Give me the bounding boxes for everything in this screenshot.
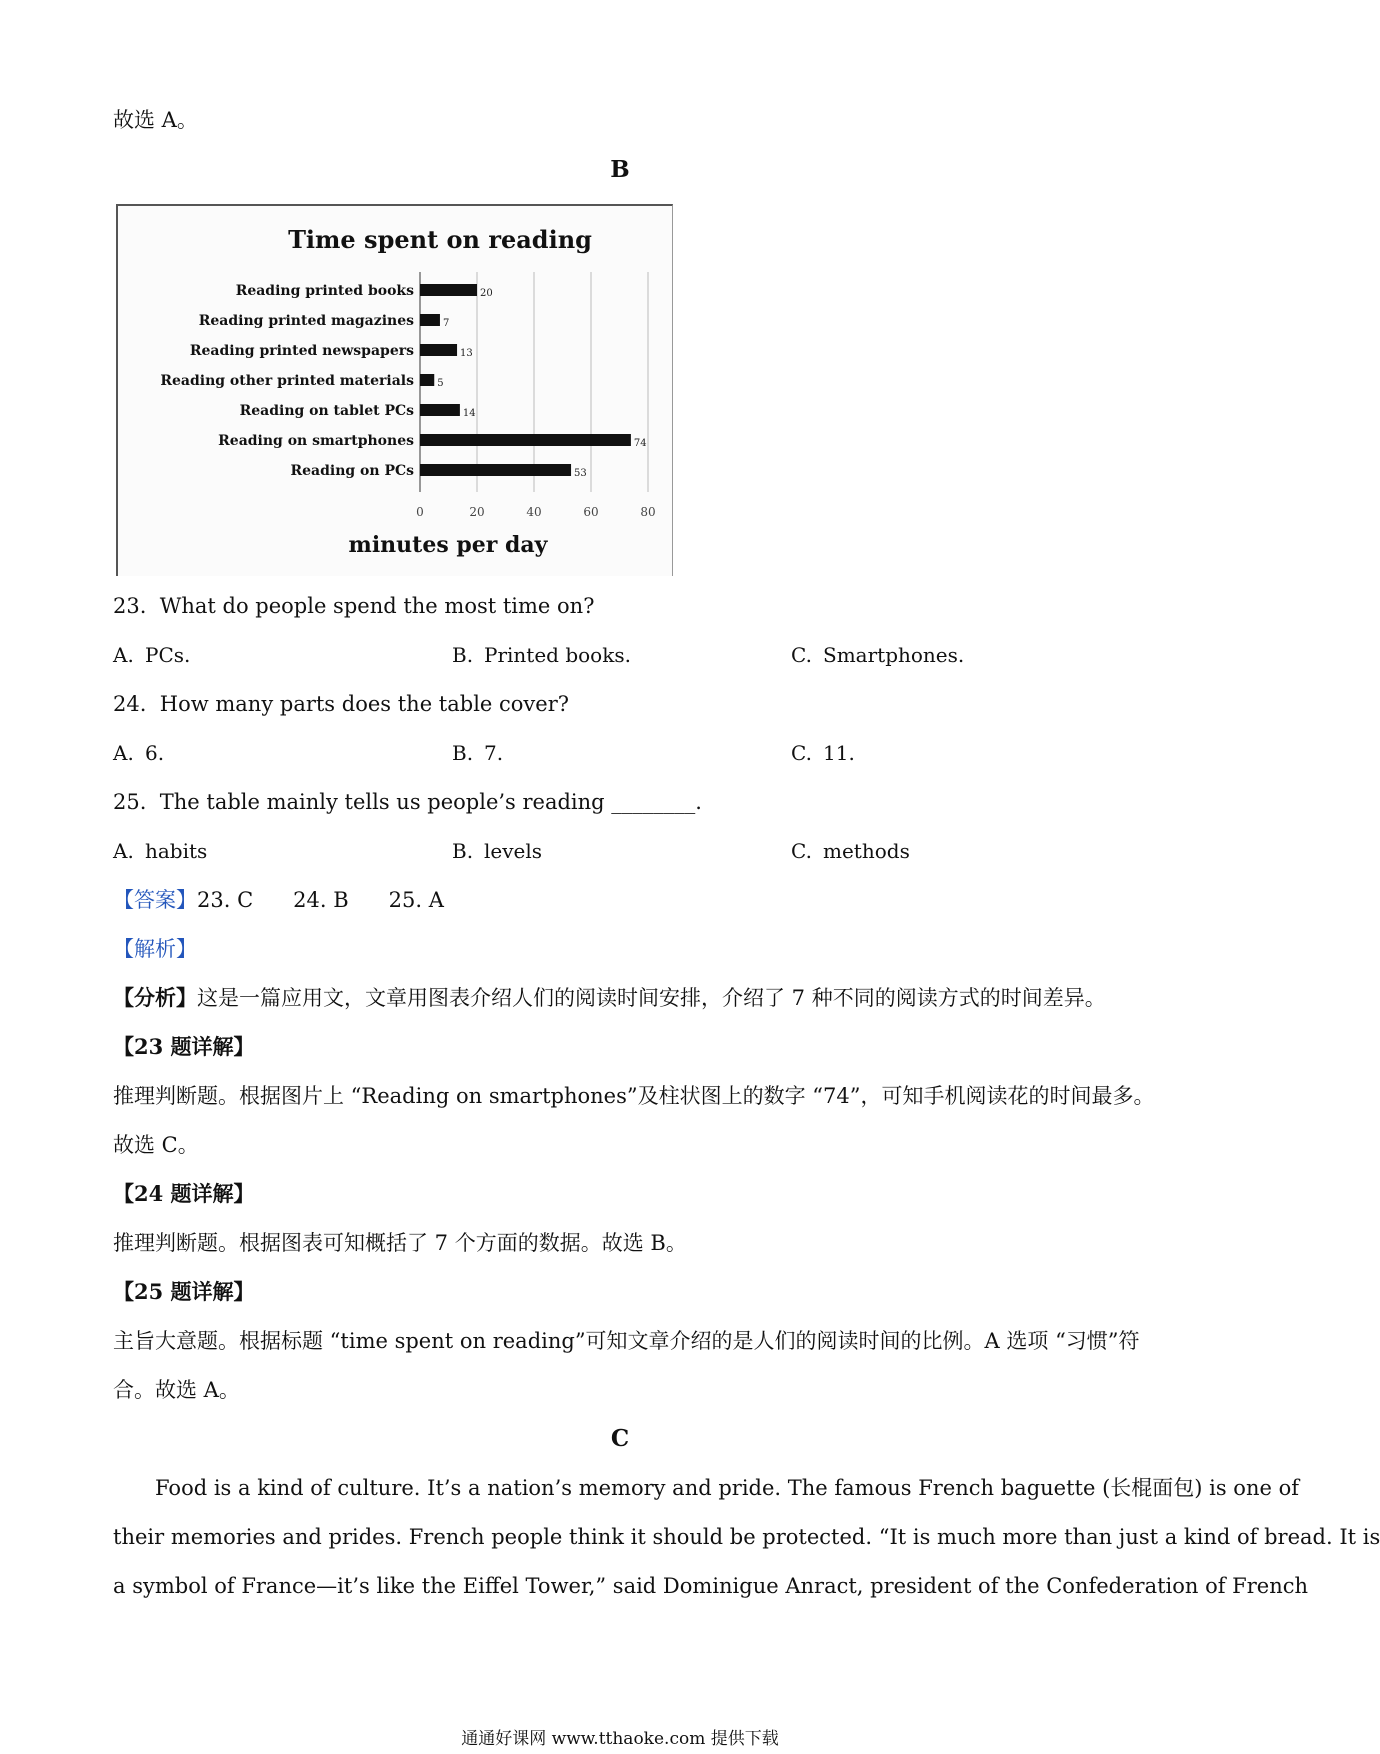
q23-detail-conclusion: 故选 C。 — [113, 1133, 199, 1157]
footer-text: 通通好课网 www.tthaoke.com 提供下载 — [461, 1729, 779, 1749]
question-number: 25. — [113, 790, 147, 814]
chart-bar — [420, 314, 440, 326]
option-24-c: C. 11. — [791, 741, 855, 765]
question-number: 23. — [113, 594, 147, 618]
option-25-c: C. methods — [791, 839, 910, 863]
question-25 — [113, 788, 702, 816]
passage-c-line-3: a symbol of France—it’s like the Eiffel Tower,” said Dominigue Anract, president of the Confederation of French — [113, 1574, 1309, 1598]
chart-value-label: 14 — [462, 408, 476, 419]
question-text: The table mainly tells us people’s reading ________. — [159, 790, 702, 814]
option-25-b: B. levels — [452, 839, 543, 863]
option-24-b: B. 7. — [452, 741, 504, 765]
answer-item: 23. C — [197, 888, 254, 912]
option-25-a: A. habits — [113, 839, 208, 863]
passage-c-line-2: their memories and prides. French people think it should be protected. “It is much more than just a kind of bread. It is — [113, 1525, 1380, 1549]
analysis-tag: 【解析】 — [113, 937, 197, 961]
answer-item: 24. B — [293, 888, 349, 912]
question-24 — [113, 690, 569, 718]
answer-item: 25. A — [388, 888, 444, 912]
chart-x-axis-label: minutes per day — [348, 532, 548, 558]
q25-detail-text-2: 合。故选 A。 — [113, 1378, 240, 1402]
q25-detail-text-1: 主旨大意题。根据标题 “time spent on reading”可知文章介绍的是人们的阅读时间的比例。A 选项 “习惯”符 — [113, 1329, 1140, 1353]
chart-x-tick-label: 20 — [469, 505, 485, 519]
chart-value-label: 20 — [480, 288, 493, 299]
intro-conclusion: 故选 A。 — [113, 108, 198, 132]
q23-detail-text: 推理判断题。根据图片上 “Reading on smartphones”及柱状图上的数字 “74”，可知手机阅读花的时间最多。 — [113, 1084, 1155, 1108]
reading-time-chart — [116, 204, 673, 576]
section-c-heading: C — [610, 1425, 630, 1452]
chart-value-label: 74 — [633, 438, 647, 449]
option-23-c: C. Smartphones. — [791, 643, 965, 667]
chart-bar — [420, 284, 477, 296]
chart-category-label: Reading on PCs — [290, 463, 414, 479]
chart-bar — [420, 464, 571, 476]
chart-value-label: 53 — [574, 468, 587, 479]
q24-detail-text: 推理判断题。根据图表可知概括了 7 个方面的数据。故选 B。 — [113, 1231, 687, 1255]
chart-x-tick-label: 60 — [583, 505, 599, 519]
answer-tag: 【答案】 — [113, 888, 197, 912]
chart-category-label: Reading printed magazines — [198, 313, 414, 329]
chart-x-tick-label: 40 — [526, 505, 542, 519]
chart-bar — [420, 344, 457, 356]
chart-x-tick-label: 0 — [416, 505, 424, 519]
chart-category-label: Reading printed newspapers — [189, 343, 414, 359]
chart-value-label: 7 — [442, 318, 450, 329]
question-text: How many parts does the table cover? — [159, 692, 570, 716]
option-23-b: B. Printed books. — [452, 643, 631, 667]
q23-detail-heading: 【23 题详解】 — [113, 1034, 255, 1059]
chart-value-label: 5 — [437, 378, 444, 389]
answer-line — [113, 886, 444, 914]
chart-x-tick-label: 80 — [640, 505, 656, 519]
chart-value-label: 13 — [460, 348, 473, 359]
chart-category-label: Reading other printed materials — [160, 373, 414, 389]
chart-category-label: Reading on tablet PCs — [239, 403, 414, 419]
section-b-heading: B — [610, 156, 630, 183]
chart-svg — [118, 206, 672, 576]
passage-c-line-1: Food is a kind of culture. It’s a nation’s memory and pride. The famous French baguette (长棍面包) is one of — [155, 1476, 1299, 1500]
chart-title: Time spent on reading — [288, 225, 592, 254]
q25-detail-heading: 【25 题详解】 — [113, 1279, 255, 1304]
question-text: What do people spend the most time on? — [159, 594, 595, 618]
question-23 — [113, 592, 594, 620]
q24-detail-heading: 【24 题详解】 — [113, 1181, 255, 1206]
chart-bar — [420, 434, 631, 446]
option-23-a: A. PCs. — [113, 643, 191, 667]
option-24-a: A. 6. — [113, 741, 165, 765]
chart-bar — [420, 374, 434, 386]
chart-bar — [420, 404, 460, 416]
chart-category-label: Reading on smartphones — [218, 433, 414, 449]
analysis-summary: 【分析】这是一篇应用文，文章用图表介绍人们的阅读时间安排，介绍了 7 种不同的阅读方式的时间差异。 — [113, 985, 1106, 1010]
question-number: 24. — [113, 692, 147, 716]
chart-category-label: Reading printed books — [235, 283, 414, 299]
